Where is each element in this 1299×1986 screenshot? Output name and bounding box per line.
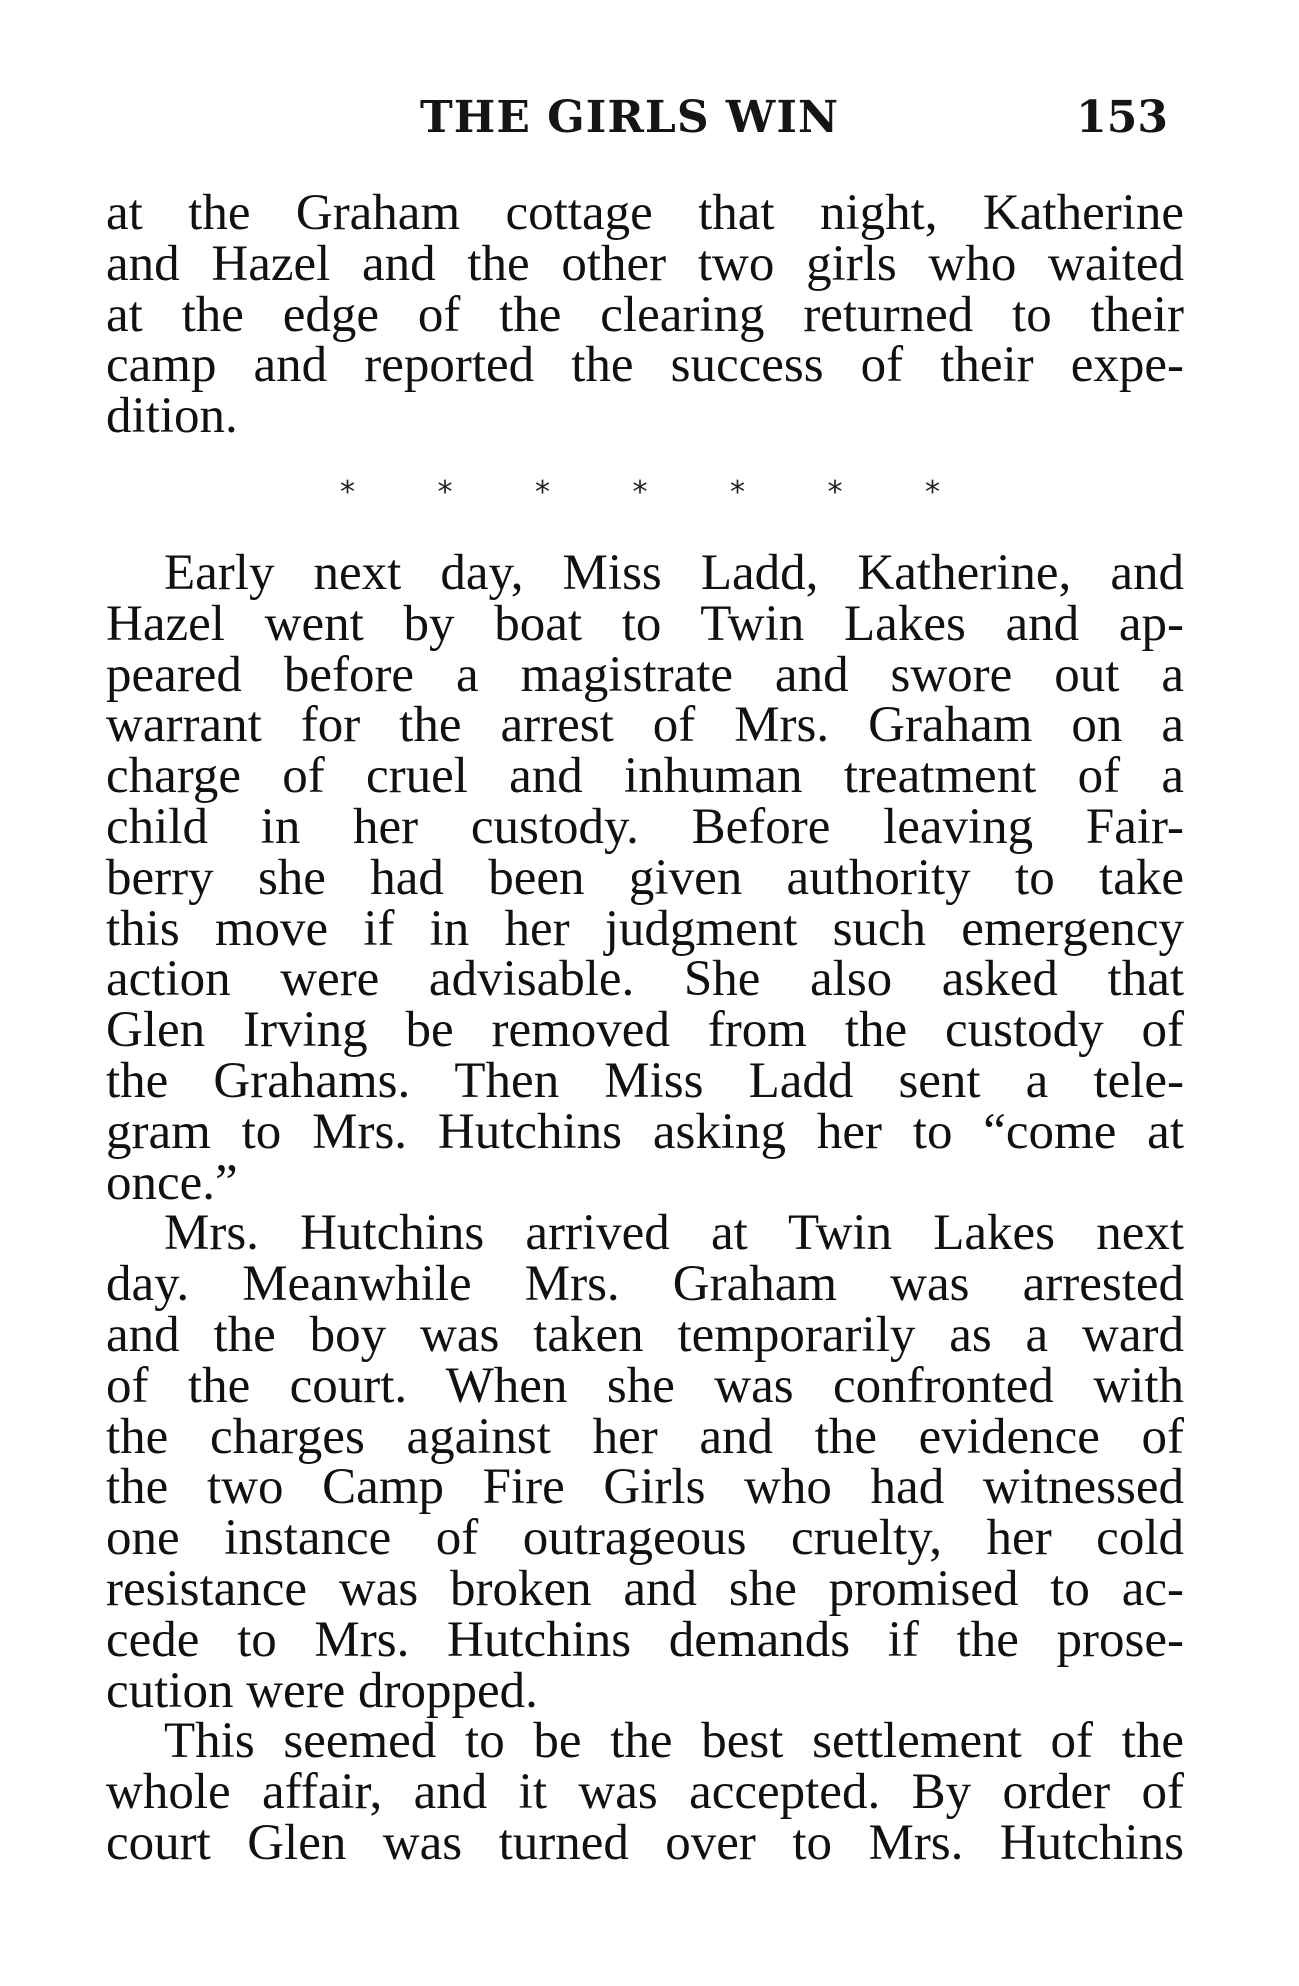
text-line: Glen Irving be removed from the custody of bbox=[106, 1002, 1184, 1059]
text-line: child in her custody. Before leaving Fair- bbox=[106, 798, 1184, 855]
text-line: Early next day, Miss Ladd, Katherine, and bbox=[164, 545, 1184, 601]
text-line: action were advisable. She also asked that bbox=[106, 951, 1184, 1008]
text-line: This seemed to be the best settlement of the bbox=[164, 1713, 1184, 1770]
text-line: the two Camp Fire Girls who had witnessed bbox=[106, 1459, 1184, 1516]
text-line: and the boy was taken temporarily as a ward bbox=[106, 1306, 1184, 1363]
text-line: resistance was broken and she promised to ac- bbox=[106, 1560, 1184, 1617]
text-line: the Grahams. Then Miss Ladd sent a tele- bbox=[106, 1052, 1184, 1109]
text-line: gram to Mrs. Hutchins asking her to “come at bbox=[106, 1103, 1184, 1160]
text-line: at the edge of the clearing returned to their bbox=[106, 286, 1184, 343]
divider-asterisk: * bbox=[437, 475, 453, 510]
divider-asterisk: * bbox=[827, 475, 843, 510]
text-line: cution were dropped. bbox=[106, 1662, 538, 1719]
section-divider bbox=[340, 468, 940, 518]
page-header bbox=[100, 92, 1180, 152]
text-line: court Glen was turned over to Mrs. Hutchins bbox=[106, 1814, 1184, 1871]
text-line: whole affair, and it was accepted. By order of bbox=[106, 1764, 1184, 1821]
text-line: warrant for the arrest of Mrs. Graham on a bbox=[106, 697, 1184, 754]
divider-asterisk: * bbox=[535, 475, 550, 510]
text-line: of the court. When she was confronted with bbox=[106, 1357, 1184, 1414]
paragraph-continued bbox=[106, 185, 1184, 445]
divider-asterisk: * bbox=[925, 475, 940, 510]
text-line: day. Meanwhile Mrs. Graham was arrested bbox=[106, 1256, 1184, 1313]
text-line: and Hazel and the other two girls who waited bbox=[106, 235, 1184, 292]
text-line: dition. bbox=[106, 388, 238, 445]
text-line: once.” bbox=[106, 1154, 238, 1211]
text-line: Mrs. Hutchins arrived at Twin Lakes next bbox=[164, 1205, 1184, 1262]
divider-asterisk: * bbox=[730, 475, 745, 510]
divider-asterisk: * bbox=[632, 475, 648, 510]
text-line: the charges against her and the evidence of bbox=[106, 1408, 1184, 1465]
text-line: this move if in her judgment such emergency bbox=[106, 900, 1184, 957]
page-number: 153 bbox=[1076, 92, 1168, 143]
text-line: cede to Mrs. Hutchins demands if the prose- bbox=[106, 1611, 1184, 1668]
text-line: berry she had been given authority to take bbox=[106, 849, 1184, 906]
divider-asterisk: * bbox=[340, 475, 355, 510]
text-line: camp and reported the success of their expe- bbox=[106, 337, 1184, 394]
text-line: one instance of outrageous cruelty, her cold bbox=[106, 1510, 1184, 1567]
body-text-main bbox=[106, 545, 1184, 1871]
text-line: charge of cruel and inhuman treatment of a bbox=[106, 748, 1184, 805]
text-line: at the Graham cottage that night, Katherine bbox=[106, 185, 1184, 241]
text-line: peared before a magistrate and swore out a bbox=[106, 646, 1184, 703]
text-line: Hazel went by boat to Twin Lakes and ap- bbox=[106, 595, 1184, 652]
running-title: THE GIRLS WIN bbox=[420, 92, 840, 143]
